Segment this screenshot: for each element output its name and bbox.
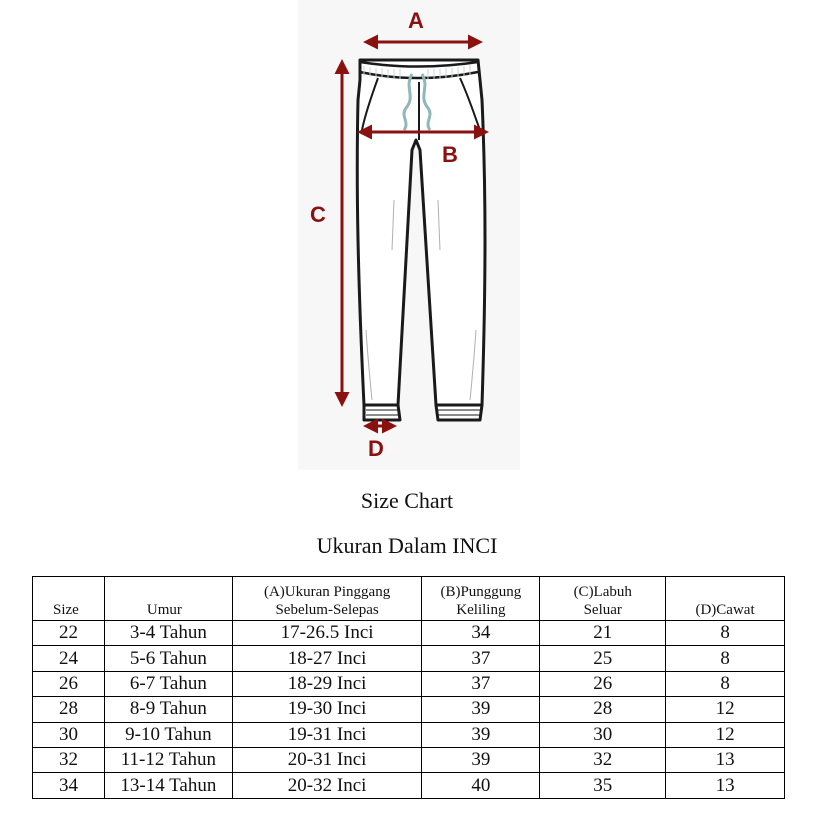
table-cell: 32 [540, 747, 666, 772]
table-cell: 37 [422, 671, 540, 696]
table-cell: 12 [666, 722, 785, 747]
table-cell: 13 [666, 773, 785, 798]
table-cell: 39 [422, 697, 540, 722]
header-pinggang: (A)Ukuran Pinggang Sebelum-Selepas [232, 577, 422, 621]
table-cell: 8-9 Tahun [104, 697, 232, 722]
table-cell: 6-7 Tahun [104, 671, 232, 696]
table-cell: 26 [540, 671, 666, 696]
label-d: D [368, 436, 384, 461]
table-cell: 5-6 Tahun [104, 646, 232, 671]
chart-subtitle: Ukuran Dalam INCI [316, 533, 498, 558]
table-cell: 8 [666, 646, 785, 671]
pants-illustration [298, 0, 520, 470]
table-cell: 18-27 Inci [232, 646, 422, 671]
label-b: B [442, 142, 458, 167]
table-row [33, 621, 785, 646]
table-cell: 24 [33, 646, 105, 671]
header-size: Size [33, 577, 105, 621]
table-row [33, 646, 785, 671]
table-cell: 9-10 Tahun [104, 722, 232, 747]
table-cell: 22 [33, 621, 105, 646]
header-labuh: (C)Labuh Seluar [540, 577, 666, 621]
table-header-row [33, 577, 785, 621]
table-cell: 35 [540, 773, 666, 798]
table-cell: 39 [422, 747, 540, 772]
table-cell: 8 [666, 671, 785, 696]
table-row [33, 697, 785, 722]
pants-diagram [298, 0, 520, 470]
table-cell: 19-30 Inci [232, 697, 422, 722]
table-cell: 20-32 Inci [232, 773, 422, 798]
table-cell: 13 [666, 747, 785, 772]
pants-outline [357, 60, 485, 405]
table-cell: 8 [666, 621, 785, 646]
size-table [32, 576, 785, 799]
table-cell: 40 [422, 773, 540, 798]
cuffs [364, 405, 482, 420]
header-punggung: (B)Punggung Keliling [422, 577, 540, 621]
table-cell: 12 [666, 697, 785, 722]
label-c: C [310, 202, 326, 227]
table-row [33, 671, 785, 696]
table-cell: 11-12 Tahun [104, 747, 232, 772]
header-cawat: (D)Cawat [666, 577, 785, 621]
table-cell: 34 [422, 621, 540, 646]
table-cell: 19-31 Inci [232, 722, 422, 747]
table-cell: 3-4 Tahun [104, 621, 232, 646]
table-cell: 18-29 Inci [232, 671, 422, 696]
table-cell: 25 [540, 646, 666, 671]
table-cell: 17-26.5 Inci [232, 621, 422, 646]
table-cell: 13-14 Tahun [104, 773, 232, 798]
table-cell: 20-31 Inci [232, 747, 422, 772]
table-cell: 30 [33, 722, 105, 747]
table-cell: 21 [540, 621, 666, 646]
table-cell: 37 [422, 646, 540, 671]
table-cell: 32 [33, 747, 105, 772]
table-row [33, 773, 785, 798]
table-row [33, 747, 785, 772]
chart-title: Size Chart [360, 488, 454, 513]
table-cell: 30 [540, 722, 666, 747]
label-a: A [408, 8, 424, 33]
table-cell: 34 [33, 773, 105, 798]
table-cell: 26 [33, 671, 105, 696]
table-cell: 39 [422, 722, 540, 747]
table-cell: 28 [540, 697, 666, 722]
table-cell: 28 [33, 697, 105, 722]
table-row [33, 722, 785, 747]
header-umur: Umur [104, 577, 232, 621]
